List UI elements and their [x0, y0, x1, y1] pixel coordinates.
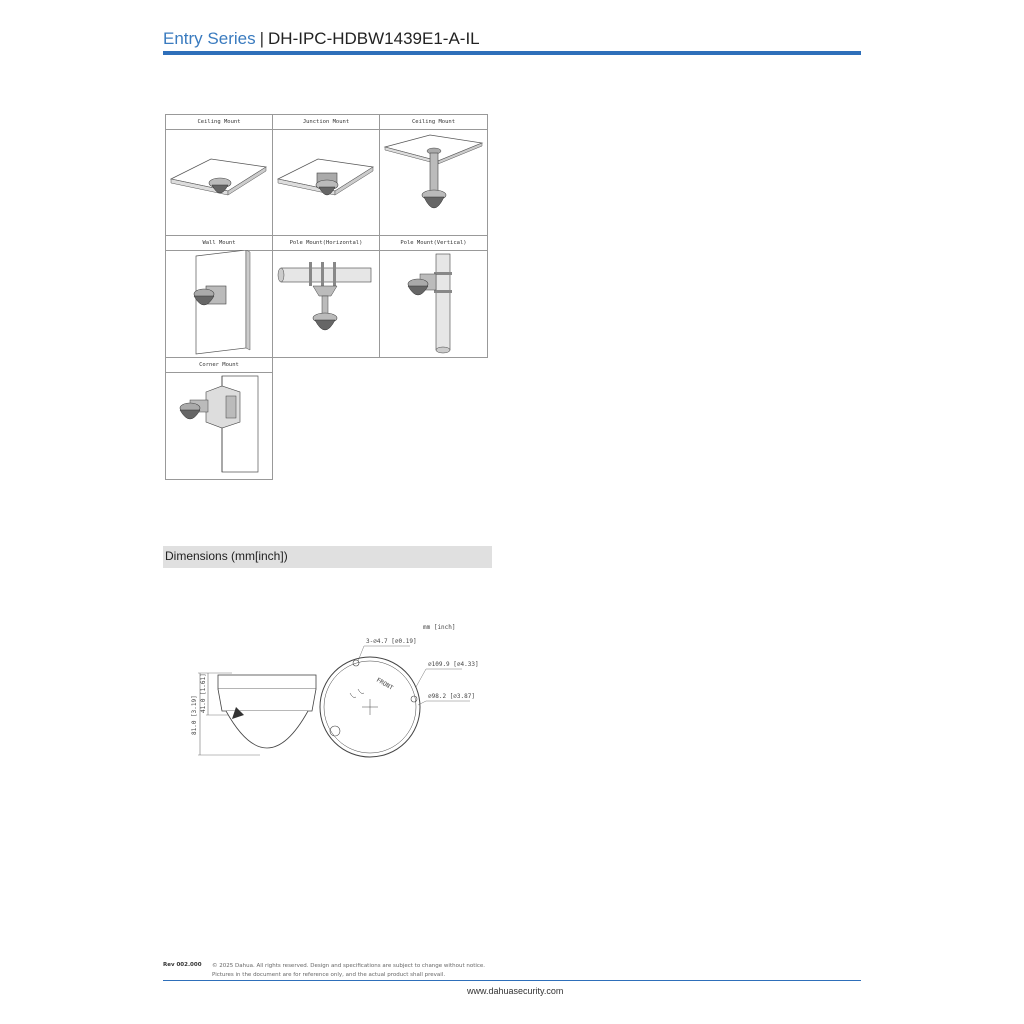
height-base-label: 41.0 [1.61]: [200, 673, 207, 713]
hole-label: 3-⌀4.7 [⌀0.19]: [366, 638, 417, 645]
dimensions-section-header: [163, 546, 492, 568]
mount-label: Wall Mount: [166, 236, 272, 251]
mount-cell-ceiling-pendant: [379, 114, 488, 236]
mount-label: Pole Mount(Vertical): [380, 236, 487, 251]
series-name: Entry Series: [163, 29, 256, 48]
ceiling-pendant-illustration: [380, 129, 487, 235]
copyright-line: © 2025 Dahua. All rights reserved. Design and specifications are subject to change without notice.: [212, 963, 486, 969]
mount-cell-corner: [165, 357, 273, 480]
pole-horizontal-illustration: [273, 250, 379, 357]
junction-mount-illustration: [273, 129, 379, 235]
corner-mount-illustration: [166, 372, 272, 479]
mount-label: Ceiling Mount: [380, 115, 487, 130]
mount-label: Pole Mount(Horizontal): [273, 236, 379, 251]
outer-diameter-label: ⌀109.9 [⌀4.33]: [428, 661, 479, 668]
mount-label: Junction Mount: [273, 115, 379, 130]
mount-label: Ceiling Mount: [166, 115, 272, 130]
front-mark: FRONT: [375, 676, 395, 692]
mount-cell-pole-horizontal: [272, 235, 380, 358]
wall-mount-illustration: [166, 250, 272, 357]
mount-cell-wall: [165, 235, 273, 358]
copyright-notice: [212, 962, 512, 980]
dimensions-drawing: [180, 615, 480, 765]
unit-label: mm [inch]: [423, 624, 456, 631]
mount-cell-junction: [272, 114, 380, 236]
pole-vertical-illustration: [380, 250, 487, 357]
title-separator: |: [259, 29, 265, 48]
footer-rule: [163, 980, 861, 981]
mount-cell-ceiling: [165, 114, 273, 236]
page-title: [163, 29, 480, 49]
website-link[interactable]: www.dahuasecurity.com: [467, 986, 564, 996]
height-total-label: 81.0 [3.19]: [191, 695, 198, 735]
header-rule: [163, 51, 861, 55]
revision-label: Rev 002.000: [163, 962, 202, 968]
copyright-line: Pictures in the document are for reference only, and the actual product shall prevail.: [212, 972, 446, 978]
inner-diameter-label: ⌀98.2 [⌀3.87]: [428, 693, 475, 700]
mount-cell-pole-vertical: [379, 235, 488, 358]
mount-label: Corner Mount: [166, 358, 272, 373]
ceiling-mount-illustration: [166, 129, 272, 235]
model-name: DH-IPC-HDBW1439E1-A-IL: [268, 29, 480, 48]
dimensions-section-title: Dimensions (mm[inch]): [165, 549, 288, 563]
